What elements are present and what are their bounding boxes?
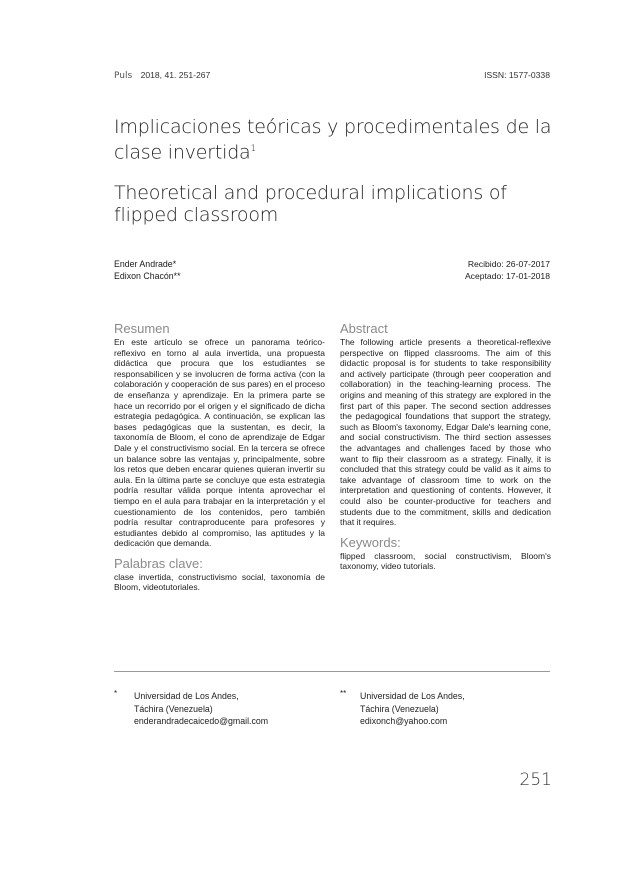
received-date: Recibido: 26-07-2017 xyxy=(467,259,550,269)
author-1: Ender Andrade* xyxy=(114,259,177,269)
journal-name: Puls xyxy=(114,71,133,81)
page-number: 251 xyxy=(519,770,552,790)
footnote-email: enderandradecaicedo@gmail.com xyxy=(134,716,269,726)
authors xyxy=(114,258,181,282)
title-spanish-text: Implicaciones teóricas y procedimentales de la clase invertida xyxy=(114,116,552,164)
footnote-affiliation: Universidad de Los Andes, xyxy=(134,691,239,701)
citation: 2018, 41. 251-267 xyxy=(140,70,211,80)
footnote-author-1 xyxy=(114,690,268,728)
running-head xyxy=(114,70,550,84)
dates xyxy=(465,258,550,282)
left-column xyxy=(114,322,325,593)
footnote-marker: * xyxy=(114,689,118,698)
footnote-email: edixonch@yahoo.com xyxy=(360,716,448,726)
footnote-location: Táchira (Venezuela) xyxy=(134,703,213,714)
palabras-clave-heading: Palabras clave: xyxy=(114,555,203,571)
title-spanish xyxy=(114,116,554,163)
right-column xyxy=(340,322,551,572)
palabras-clave-text: clase invertida, constructivismo social, taxonomía de Bloom, videotutoriales. xyxy=(114,571,325,593)
footnote-author-2 xyxy=(340,690,465,728)
keywords-text: flipped classroom, social constructivism, Bloom's taxonomy, video tutorials. xyxy=(340,550,551,572)
footnote-affiliation: Universidad de Los Andes, xyxy=(360,691,465,701)
keywords-heading: Keywords: xyxy=(340,534,401,550)
issn: ISSN: 1577-0338 xyxy=(484,70,550,80)
footnote-marker: ** xyxy=(340,689,347,698)
title-english: Theoretical and procedural implications of flipped classroom xyxy=(114,182,507,226)
abstract-heading: Abstract xyxy=(340,321,388,336)
footnote-rule xyxy=(114,671,550,672)
resumen-heading: Resumen xyxy=(114,321,170,336)
abstract-text: The following article presents a theoretical-reflexive perspective on flipped classrooms. The aim of this didactic proposal is for students to take responsibility and actively participate (through peer cooperation and collaboration) in the teaching-learning process. The origins and meaning of this strategy are explored in the first part of this paper. The second section addresses the pedagogical foundations that support the strategy, such as Bloom's taxonomy, Edgar Dale's learning cone, and social constructivism. The third section assesses the advantages and challenges faced by those who want to flip their classroom as a strategy. Finally, it is concluded that this strategy could be valid as it aims to take advantage of classroom time to work on the interpretation and questioning of contents. However, it could also be counter-productive for teachers and students due to the commitment, skills and dedication that it requires. xyxy=(340,337,551,528)
accepted-date: Aceptado: 17-01-2018 xyxy=(464,271,550,281)
title-footnote-marker: 1 xyxy=(250,144,257,154)
resumen-text: En este artículo se ofrece un panorama teórico-reflexivo en torno al aula invertida, una propuesta didáctica que procura que los estudiantes se responsabilicen y se involucren de forma activa (con la colaboración y cooperación de sus pares) en el proceso de enseñanza y aprendizaje. En la primera parte se hace un recorrido por el origen y el significado de dicha estrategia pedagógica. A continuación, se explican las bases pedagógicas que la sustentan, es decir, la taxonomía de Bloom, el cono de aprendizaje de Edgar Dale y el constructivismo social. En la tercera se ofrece un balance sobre las ventajas y, principalmente, sobre los retos que deben encarar quienes quieran invertir su aula. En la última parte se concluye que esta estrategia podría resultar válida porque intenta aprovechar el tiempo en el aula para trabajar en la interpretación y el cuestionamiento de los contenidos, pero también podría resultar contraproducente para profesores y estudiantes debido al compromiso, las aptitudes y la dedicación que demanda. xyxy=(114,337,325,549)
author-2: Edixon Chacón** xyxy=(114,271,181,281)
footnote-location: Táchira (Venezuela) xyxy=(360,703,439,714)
